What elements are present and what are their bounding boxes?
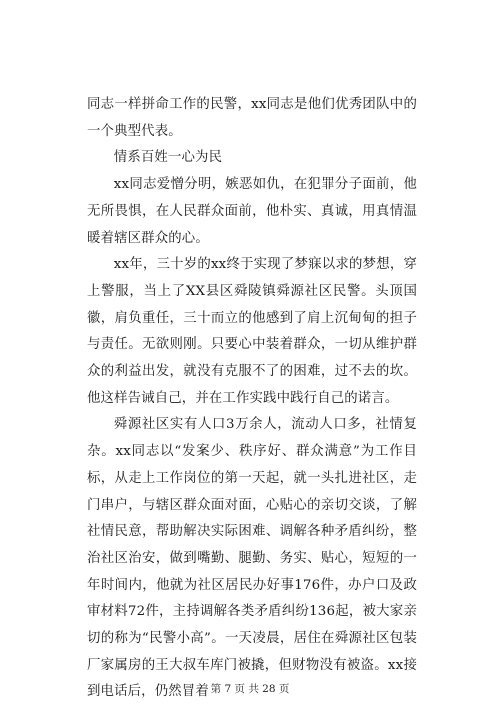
document-body: [87, 92, 417, 706]
paragraph: xx同志爱憎分明，嫉恶如仇，在犯罪分子面前，他无所畏惧，在人民群众面前，他朴实、真诚，用真情温暖着辖区群众的心。: [87, 177, 417, 246]
page-number-footer: 第 7 页 共 28 页: [210, 683, 290, 695]
paragraph: xx年，三十岁的xx终于实现了梦寐以求的梦想，穿上警服，当上了XX县区舜陵镇舜源社区民警。头顶国徽，肩负重任，三十而立的他感到了肩上沉甸甸的担子与责任。无欲则刚。只要心中装着群众，一切从维护群众的利益出发，就没有克服不了的困难，过不去的坎。他这样告诫自己，并在工作实践中践行自己的诺言。: [87, 257, 417, 406]
section-heading: 情系百姓一心为民: [113, 150, 223, 166]
paragraph-continuation: 同志一样拼命工作的民警，xx同志是他们优秀团队中的一个典型代表。: [87, 97, 417, 139]
paragraph: 舜源社区实有人口3万余人，流动人口多，社情复杂。xx同志以“发案少、秩序好、群众满意”为工作目标，从走上工作岗位的第一天起，就一头扎进社区，走门串户，与辖区群众面对面，心贴心的亲切交谈，了解社情民意，帮助解决实际困难、调解各种矛盾纠纷，整治社区治安，做到嘴勤、腿勤、务实、贴心，短短的一年时间内，他就为社区居民办好事176件，办户口及政审材料72件，主持调解各类矛盾纠纷136起，被大家亲切的称为“民警小高”。一天凌晨，居住在舜源社区包装厂家属房的王大叔车库门被撬，但财物没有被盗。xx接到电话后，仍然冒着: [87, 417, 417, 700]
